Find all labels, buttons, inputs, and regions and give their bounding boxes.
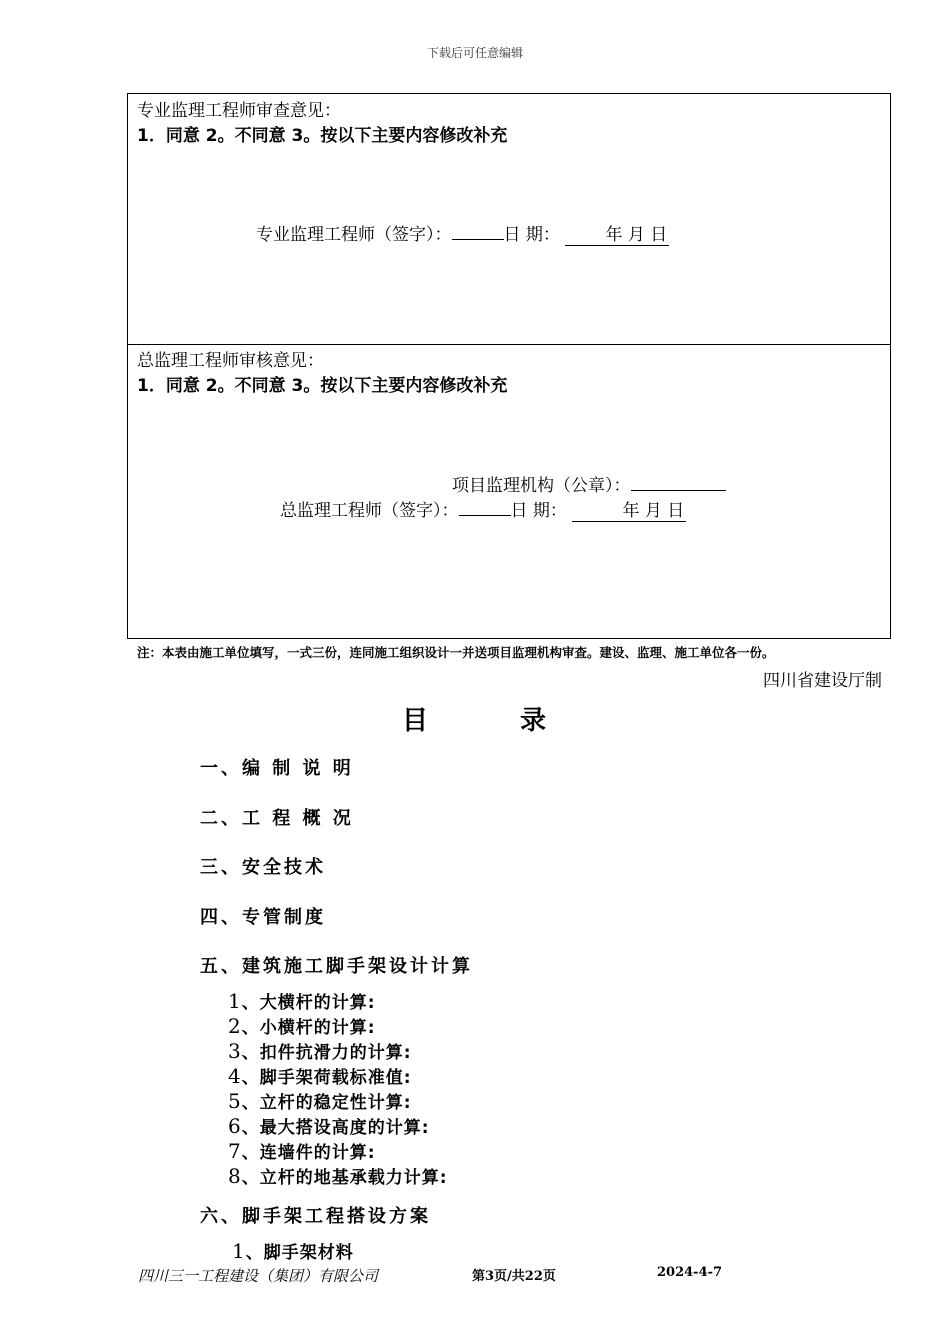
toc-sub-6-1[interactable]: 1、脚手架材料 bbox=[232, 1239, 354, 1263]
toc-title-b: 录 bbox=[520, 706, 549, 736]
toc-sub-5-7[interactable]: 7、连墙件的计算: bbox=[228, 1139, 376, 1163]
toc-sub-5-3[interactable]: 3、扣件抗滑力的计算: bbox=[228, 1039, 412, 1063]
toc-sub-5-6[interactable]: 6、最大搭设高度的计算: bbox=[228, 1114, 430, 1138]
chief-sign-label: 总监理工程师（签字）： bbox=[280, 501, 459, 521]
toc-section-2[interactable]: 二、工 程 概 况 bbox=[200, 808, 354, 829]
toc-section-6[interactable]: 六、脚手架工程搭设方案 bbox=[200, 1206, 431, 1227]
form-note: 注：本表由施工单位填写，一式三份，连同施工组织设计一并送项目监理机构审查。建设、监理、施工单位各一份。 bbox=[137, 645, 775, 660]
specialist-review-title: 专业监理工程师审查意见： bbox=[137, 101, 341, 121]
org-seal-line bbox=[452, 471, 726, 496]
chief-date-value[interactable]: 年 月 日 bbox=[572, 496, 686, 522]
toc-sub-5-2[interactable]: 2、小横杆的计算: bbox=[228, 1014, 376, 1038]
specialist-date-value[interactable]: 年 月 日 bbox=[565, 220, 669, 246]
footer-company: 四川三一工程建设（集团）有限公司 bbox=[138, 1267, 379, 1285]
toc-sub-5-8[interactable]: 8、立杆的地基承载力计算: bbox=[228, 1164, 448, 1188]
chief-sign-line bbox=[280, 496, 686, 522]
chief-review-options: 1．同意 2。不同意 3。按以下主要内容修改补充 bbox=[137, 376, 508, 396]
toc-section-5[interactable]: 五、建筑施工脚手架设计计算 bbox=[200, 956, 473, 977]
org-seal-blank[interactable] bbox=[631, 474, 726, 491]
toc-title-a: 目 bbox=[401, 706, 430, 736]
footer-date: 2024-4-7 bbox=[657, 1265, 723, 1280]
toc-sub-5-1[interactable]: 1、大横杆的计算: bbox=[228, 989, 376, 1013]
toc-section-1[interactable]: 一、编 制 说 明 bbox=[200, 758, 354, 779]
org-seal-label: 项目监理机构（公章）： bbox=[452, 476, 631, 496]
chief-review-title: 总监理工程师审核意见： bbox=[137, 351, 324, 371]
toc-section-4[interactable]: 四、专管制度 bbox=[200, 907, 326, 928]
chief-sign-blank[interactable] bbox=[459, 499, 511, 516]
toc-section-3[interactable]: 三、安全技术 bbox=[200, 857, 326, 878]
specialist-sign-line bbox=[256, 220, 669, 246]
specialist-sign-blank[interactable] bbox=[452, 223, 504, 240]
footer-page-number: 第3页/共22页 bbox=[472, 1269, 556, 1284]
chief-date-label: 日 期： bbox=[510, 501, 567, 521]
toc-sub-5-4[interactable]: 4、脚手架荷载标准值: bbox=[228, 1064, 412, 1088]
issuer: 四川省建设厅制 bbox=[763, 671, 882, 691]
toc-sub-5-5[interactable]: 5、立杆的稳定性计算: bbox=[228, 1089, 412, 1113]
specialist-review-options: 1．同意 2。不同意 3。按以下主要内容修改补充 bbox=[137, 126, 508, 146]
specialist-date-label: 日 期： bbox=[503, 225, 560, 245]
toc-title bbox=[0, 700, 950, 737]
header-note: 下载后可任意编辑 bbox=[426, 46, 523, 60]
specialist-sign-label: 专业监理工程师（签字）： bbox=[256, 225, 452, 245]
